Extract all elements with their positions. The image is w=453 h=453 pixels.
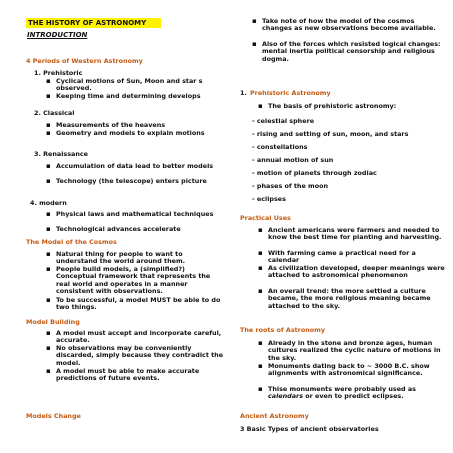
- list-item: ▪ To be successful, a model MUST be able to do two things.: [46, 297, 226, 312]
- list-item: ▪ Already in the stone and bronze ages, human cultures realized the cyclic nature of motions in the sky.: [258, 340, 448, 362]
- list-item: ▪ Cyclical motions of Sun, Moon and star s observed.: [46, 78, 231, 93]
- list-item: ▪ No observations may be conveniently discarded, simply because they contradict the model.: [46, 345, 231, 367]
- list-item: ▪ Monuments dating back to ~ 3000 B.C. show alignments with astronomical significance.: [258, 363, 448, 378]
- period-classical: 2. Classical: [34, 109, 75, 117]
- list-item: - motion of planets through zodiac: [252, 169, 377, 177]
- prehistoric-astronomy-heading: Prehistoric Astronomy: [250, 89, 331, 97]
- list-item: ▪ Natural thing for people to want to understand the world around them.: [46, 251, 226, 266]
- list-item: ▪ Accumulation of data lead to better models: [46, 163, 226, 170]
- list-item-text: Thise monuments were probably used as: [268, 385, 416, 393]
- list-item: ▪ Technology (the telescope) enters picture: [46, 178, 226, 185]
- period-renaissance: 3. Renaissance: [34, 150, 88, 158]
- list-item: ▪ Geometry and models to explain motions: [46, 130, 226, 137]
- introduction-heading: INTRODUCTION: [27, 31, 88, 39]
- list-item: ▪ Keeping time and determining develops: [46, 93, 216, 100]
- roots-heading: The roots of Astronomy: [240, 326, 325, 334]
- list-item: ▪ Take note of how the model of the cosmos changes as new observations become available.: [252, 18, 442, 33]
- prehistoric-number: 1.: [240, 89, 247, 97]
- list-item: ▪ Ancient americans were farmers and needed to know the best time for planting and harvesting.: [258, 227, 448, 242]
- list-item: ▪ The basis of prehistoric astronomy:: [258, 103, 443, 110]
- period-prehistoric: 1. Prehistoric: [34, 69, 83, 77]
- list-item: ▪ A model must be able to make accurate predictions of future events.: [46, 368, 231, 383]
- period-modern: 4. modern: [30, 199, 67, 207]
- list-item: - eclipses: [252, 195, 286, 203]
- list-item: ▪ Also of the forces which resisted logical changes: mental inertia political censorship and religious dogma.: [252, 41, 442, 63]
- list-item: ▪ An overall trend: the more settled a culture became, the more religious meaning became attached to the sky.: [258, 288, 453, 310]
- ancient-astronomy-heading: Ancient Astronomy: [240, 412, 309, 420]
- list-item: [258, 386, 448, 401]
- observatory-types: 3 Basic Types of ancient observatories: [240, 425, 379, 433]
- list-item-text: or even to predict eclipses.: [303, 392, 404, 401]
- list-item: - constellations: [252, 143, 308, 151]
- calendars-emphasis: calendars: [268, 392, 304, 401]
- list-item: ▪ With farming came a practical need for a calendar: [258, 250, 448, 265]
- list-item: ▪ Physical laws and mathematical techniques: [46, 211, 226, 218]
- list-item: - annual motion of sun: [252, 156, 334, 164]
- list-item: - celestial sphere: [252, 117, 315, 125]
- list-item: ▪ Technological advances accelerate: [46, 226, 226, 233]
- periods-heading: 4 Periods of Western Astronomy: [26, 57, 143, 65]
- models-change-heading: Models Change: [26, 412, 81, 420]
- list-item: - phases of the moon: [252, 182, 329, 190]
- list-item: ▪ As civilization developed, deeper meanings were attached to astronomical phenomenon: [258, 265, 448, 280]
- document-title: THE HISTORY OF ASTRONOMY: [26, 18, 161, 28]
- list-item: ▪ People build models, a (simplified?) Conceptual framework that represents the real world and operates in a manner consistent with observations.: [46, 266, 226, 296]
- model-cosmos-heading: The Model of the Cosmos: [26, 238, 117, 246]
- list-item: - rising and setting of sun, moon, and stars: [252, 130, 409, 138]
- model-building-heading: Model Building: [26, 318, 80, 326]
- list-item: ▪ Measurements of the heavens: [46, 122, 226, 129]
- list-item: ▪ A model must accept and incorporate careful, accurate.: [46, 330, 231, 345]
- practical-uses-heading: Practical Uses: [240, 214, 291, 222]
